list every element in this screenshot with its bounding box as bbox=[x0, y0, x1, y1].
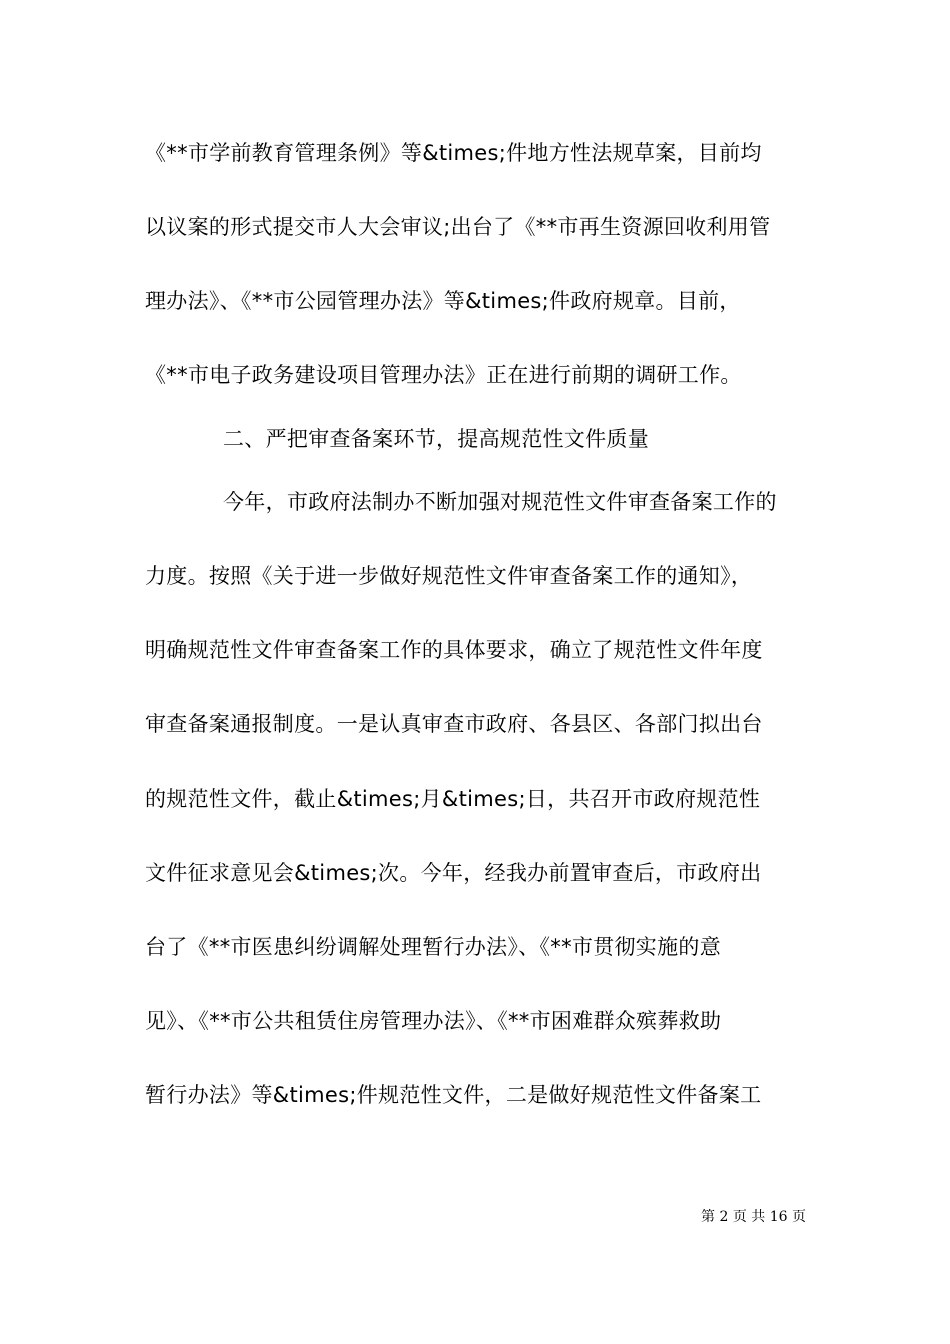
body-line: 理办法》、《**市公园管理办法》等&times;件政府规章。目前， bbox=[145, 289, 741, 313]
body-line: 以议案的形式提交市人大会审议;出台了《**市再生资源回收利用管 bbox=[145, 215, 771, 239]
body-line: 暂行办法》等&times;件规范性文件，二是做好规范性文件备案工 bbox=[145, 1083, 762, 1107]
body-line: 明确规范性文件审查备案工作的具体要求，确立了规范性文件年度 bbox=[145, 638, 763, 662]
body-line: 《**市学前教育管理条例》等&times;件地方性法规草案，目前均 bbox=[145, 141, 762, 165]
section-heading: 二、严把审查备案环节，提高规范性文件质量 bbox=[223, 427, 649, 451]
body-line: 审查备案通报制度。一是认真审查市政府、各县区、各部门拟出台 bbox=[145, 712, 763, 736]
page-number-footer: 第 2 页 共 16 页 bbox=[701, 1209, 806, 1225]
body-line: 文件征求意见会&times;次。今年，经我办前置审查后，市政府出 bbox=[145, 861, 762, 885]
body-line: 力度。按照《关于进一步做好规范性文件审查备案工作的通知》， bbox=[145, 564, 753, 588]
paragraph-first-line: 今年，市政府法制办不断加强对规范性文件审查备案工作的 bbox=[223, 490, 777, 514]
body-line: 的规范性文件，截止&times;月&times;日，共召开市政府规范性 bbox=[145, 787, 761, 811]
body-line: 《**市电子政务建设项目管理办法》正在进行前期的调研工作。 bbox=[145, 363, 742, 387]
body-line: 台了《**市医患纠纷调解处理暂行办法》、《**市贯彻实施的意 bbox=[145, 935, 721, 959]
body-line: 见》、《**市公共租赁住房管理办法》、《**市困难群众殡葬救助 bbox=[145, 1009, 722, 1033]
